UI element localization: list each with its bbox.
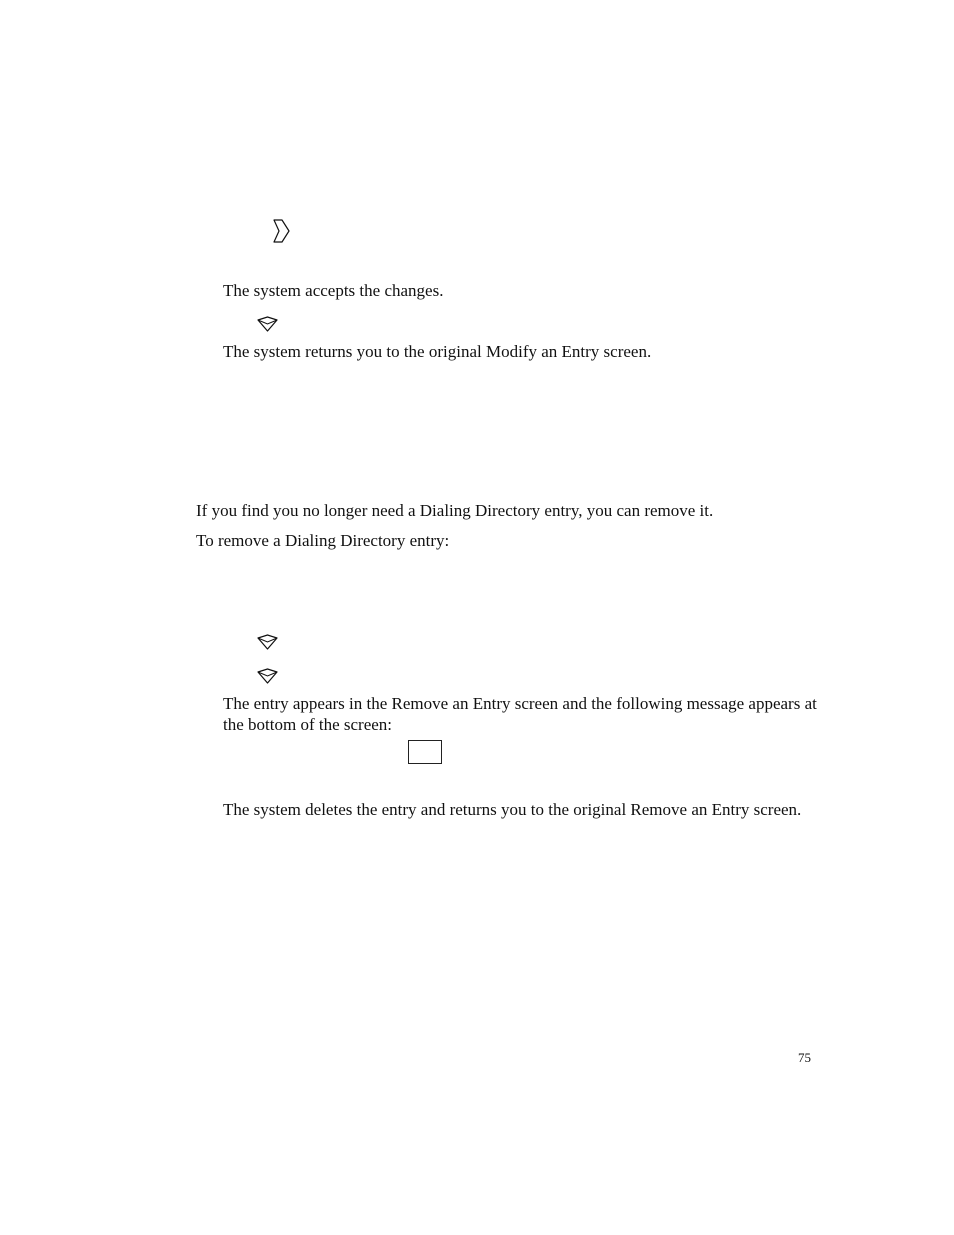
right-arrow-key-icon	[271, 218, 291, 244]
page-number: 75	[798, 1050, 811, 1065]
returns-original-text: The system returns you to the original Modify an Entry screen.	[223, 342, 652, 361]
down-arrow-key-icon	[256, 316, 279, 333]
accepts-changes-text: The system accepts the changes.	[223, 281, 444, 300]
entry-appears-text: The entry appears in the Remove an Entry screen and the following message appears at the bottom of the screen:	[223, 694, 817, 734]
down-arrow-key-icon	[256, 668, 279, 685]
to-remove-text: To remove a Dialing Directory entry:	[196, 531, 450, 550]
down-arrow-key-icon	[256, 634, 279, 651]
deletes-entry-text: The system deletes the entry and returns you to the original Remove an Entry screen.	[223, 800, 802, 819]
intro-remove-text: If you find you no longer need a Dialing Directory entry, you can remove it.	[196, 501, 714, 520]
key-box	[408, 740, 442, 764]
